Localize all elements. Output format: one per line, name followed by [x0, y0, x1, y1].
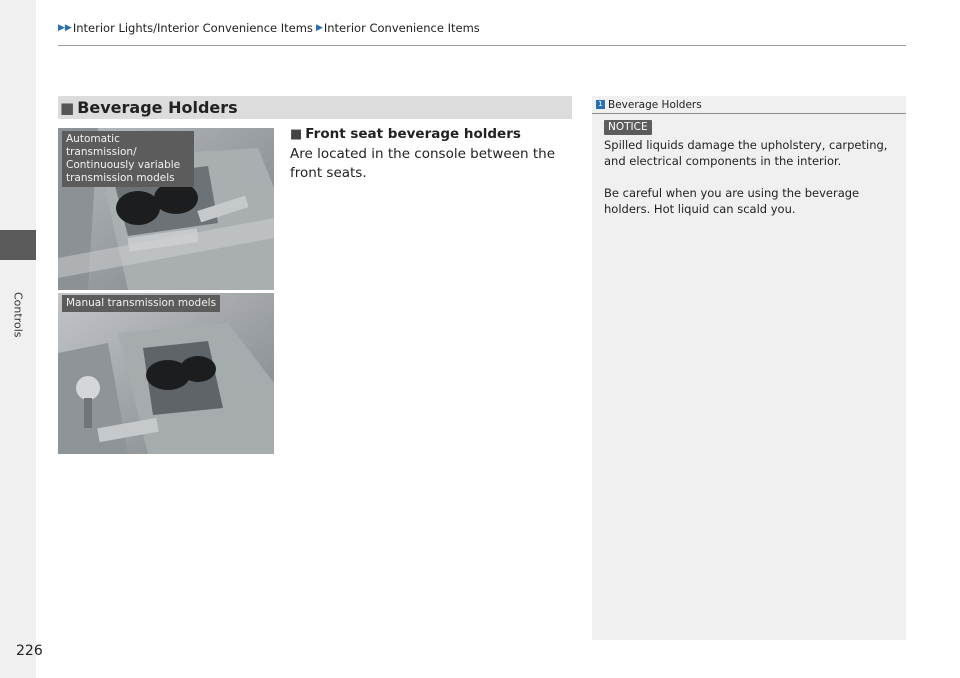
console-manual-illustration	[58, 293, 274, 454]
subheading-text: Front seat beverage holders	[305, 126, 521, 142]
breadcrumb-link-1[interactable]: Interior Lights/Interior Convenience Items	[72, 21, 313, 35]
breadcrumb	[58, 20, 483, 36]
note-paragraph-2: Be careful when you are using the beverage holders. Hot liquid can scald you.	[604, 186, 860, 216]
side-note-panel	[592, 96, 906, 640]
subheading	[290, 126, 521, 142]
console-image-manual	[58, 293, 274, 454]
breadcrumb-arrow-icon: ▶▶	[58, 23, 72, 33]
side-section-label: Controls	[11, 292, 25, 338]
note-title: Beverage Holders	[608, 98, 702, 111]
body-paragraph: Are located in the console between the front seats.	[290, 146, 555, 181]
side-tab	[0, 230, 36, 260]
page-number: 226	[16, 643, 43, 659]
note-paragraph-1: Spilled liquids damage the upholstery, carpeting, and electrical components in the interior.	[604, 138, 888, 168]
reference-marker-icon: 1	[596, 100, 605, 109]
notice-badge: NOTICE	[604, 120, 652, 135]
image-label-manual: Manual transmission models	[62, 295, 220, 312]
console-image-automatic	[58, 128, 274, 290]
image-label-automatic: Automatic transmission/ Continuously variable transmission models	[62, 131, 194, 187]
square-bullet-icon: ■	[290, 127, 303, 142]
breadcrumb-link-2[interactable]: Interior Convenience Items	[323, 21, 480, 35]
note-header	[592, 96, 906, 114]
header-divider	[58, 45, 906, 46]
section-title: Beverage Holders	[77, 98, 238, 117]
breadcrumb-arrow-icon: ▶	[315, 23, 323, 33]
square-bullet-icon: ■	[60, 98, 75, 117]
section-header	[58, 96, 572, 119]
